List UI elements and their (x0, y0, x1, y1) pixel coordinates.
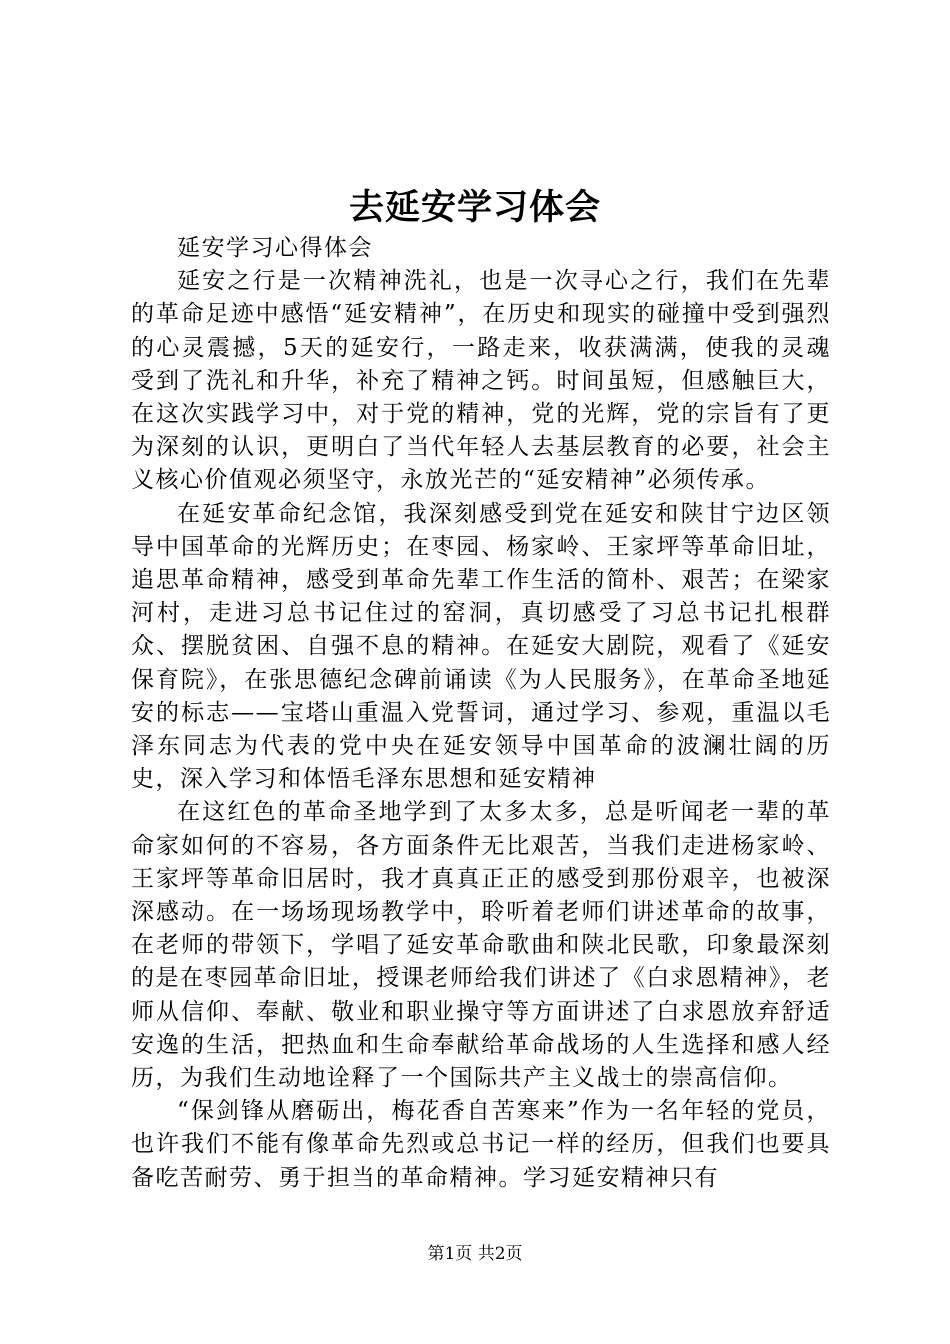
paragraph-4: “保剑锋从磨砺出，梅花香自苦寒来”作为一名年轻的党员，也许我们不能有像革命先烈或总书记一样的经历，但我们也要具备吃苦耐劳、勇于担当的革命精神。学习延安精神只有 (131, 1098, 831, 1191)
paragraph-subtitle: 延安学习心得体会 (177, 235, 373, 261)
paragraph-3: 在这红色的革命圣地学到了太多太多，总是听闻老一辈的革命家如何的不容易，各方面条件无比艰苦，当我们走进杨家岭、王家坪等革命旧居时，我才真真正正的感受到那份艰辛，也被深深感动。在一场场现场教学中，聆听着老师们讲述革命的故事，在老师的带领下，学唱了延安革命歌曲和陕北民歌，印象最深刻的是在枣园革命旧址，授课老师给我们讲述了《白求恩精神》，老师从信仰、奉献、敬业和职业操守等方面讲述了白求恩放弃舒适安逸的生活，把热血和生命奉献给革命战场的人生选择和感人经历，为我们生动地诠释了一个国际共产主义战士的崇高信仰。 (131, 799, 831, 1092)
document-body (131, 232, 831, 1195)
paragraph-2: 在延安革命纪念馆，我深刻感受到党在延安和陕甘宁边区领导中国革命的光辉历史；在枣园、杨家岭、王家坪等革命旧址，追思革命精神，感受到革命先辈工作生活的简朴、艰苦；在梁家河村，走进习总书记住过的窑洞，真切感受了习总书记扎根群众、摆脱贫困、自强不息的精神。在延安大剧院，观看了《延安保育院》，在张思德纪念碑前诵读《为人民服务》，在革命圣地延安的标志——宝塔山重温入党誓词，通过学习、参观，重温以毛泽东同志为代表的党中央在延安领导中国革命的波澜壮阔的历史，深入学习和体悟毛泽东思想和延安精神 (131, 500, 831, 793)
paragraph-1: 延安之行是一次精神洗礼，也是一次寻心之行，我们在先辈的革命足迹中感悟“延安精神”，在历史和现实的碰撞中受到强烈的心灵震撼，5天的延安行，一路走来，收获满满，使我的灵魂受到了洗礼和升华，补充了精神之钙。时间虽短，但感触巨大，在这次实践学习中，对于党的精神，党的光辉，党的宗旨有了更为深刻的认识，更明白了当代年轻人去基层教育的必要，社会主义核心价值观必须坚守，永放光芒的“延安精神”必须传承。 (131, 268, 831, 494)
document-title: 去延安学习体会 (348, 187, 601, 228)
page-footer: 第1页 共2页 (427, 1244, 523, 1264)
